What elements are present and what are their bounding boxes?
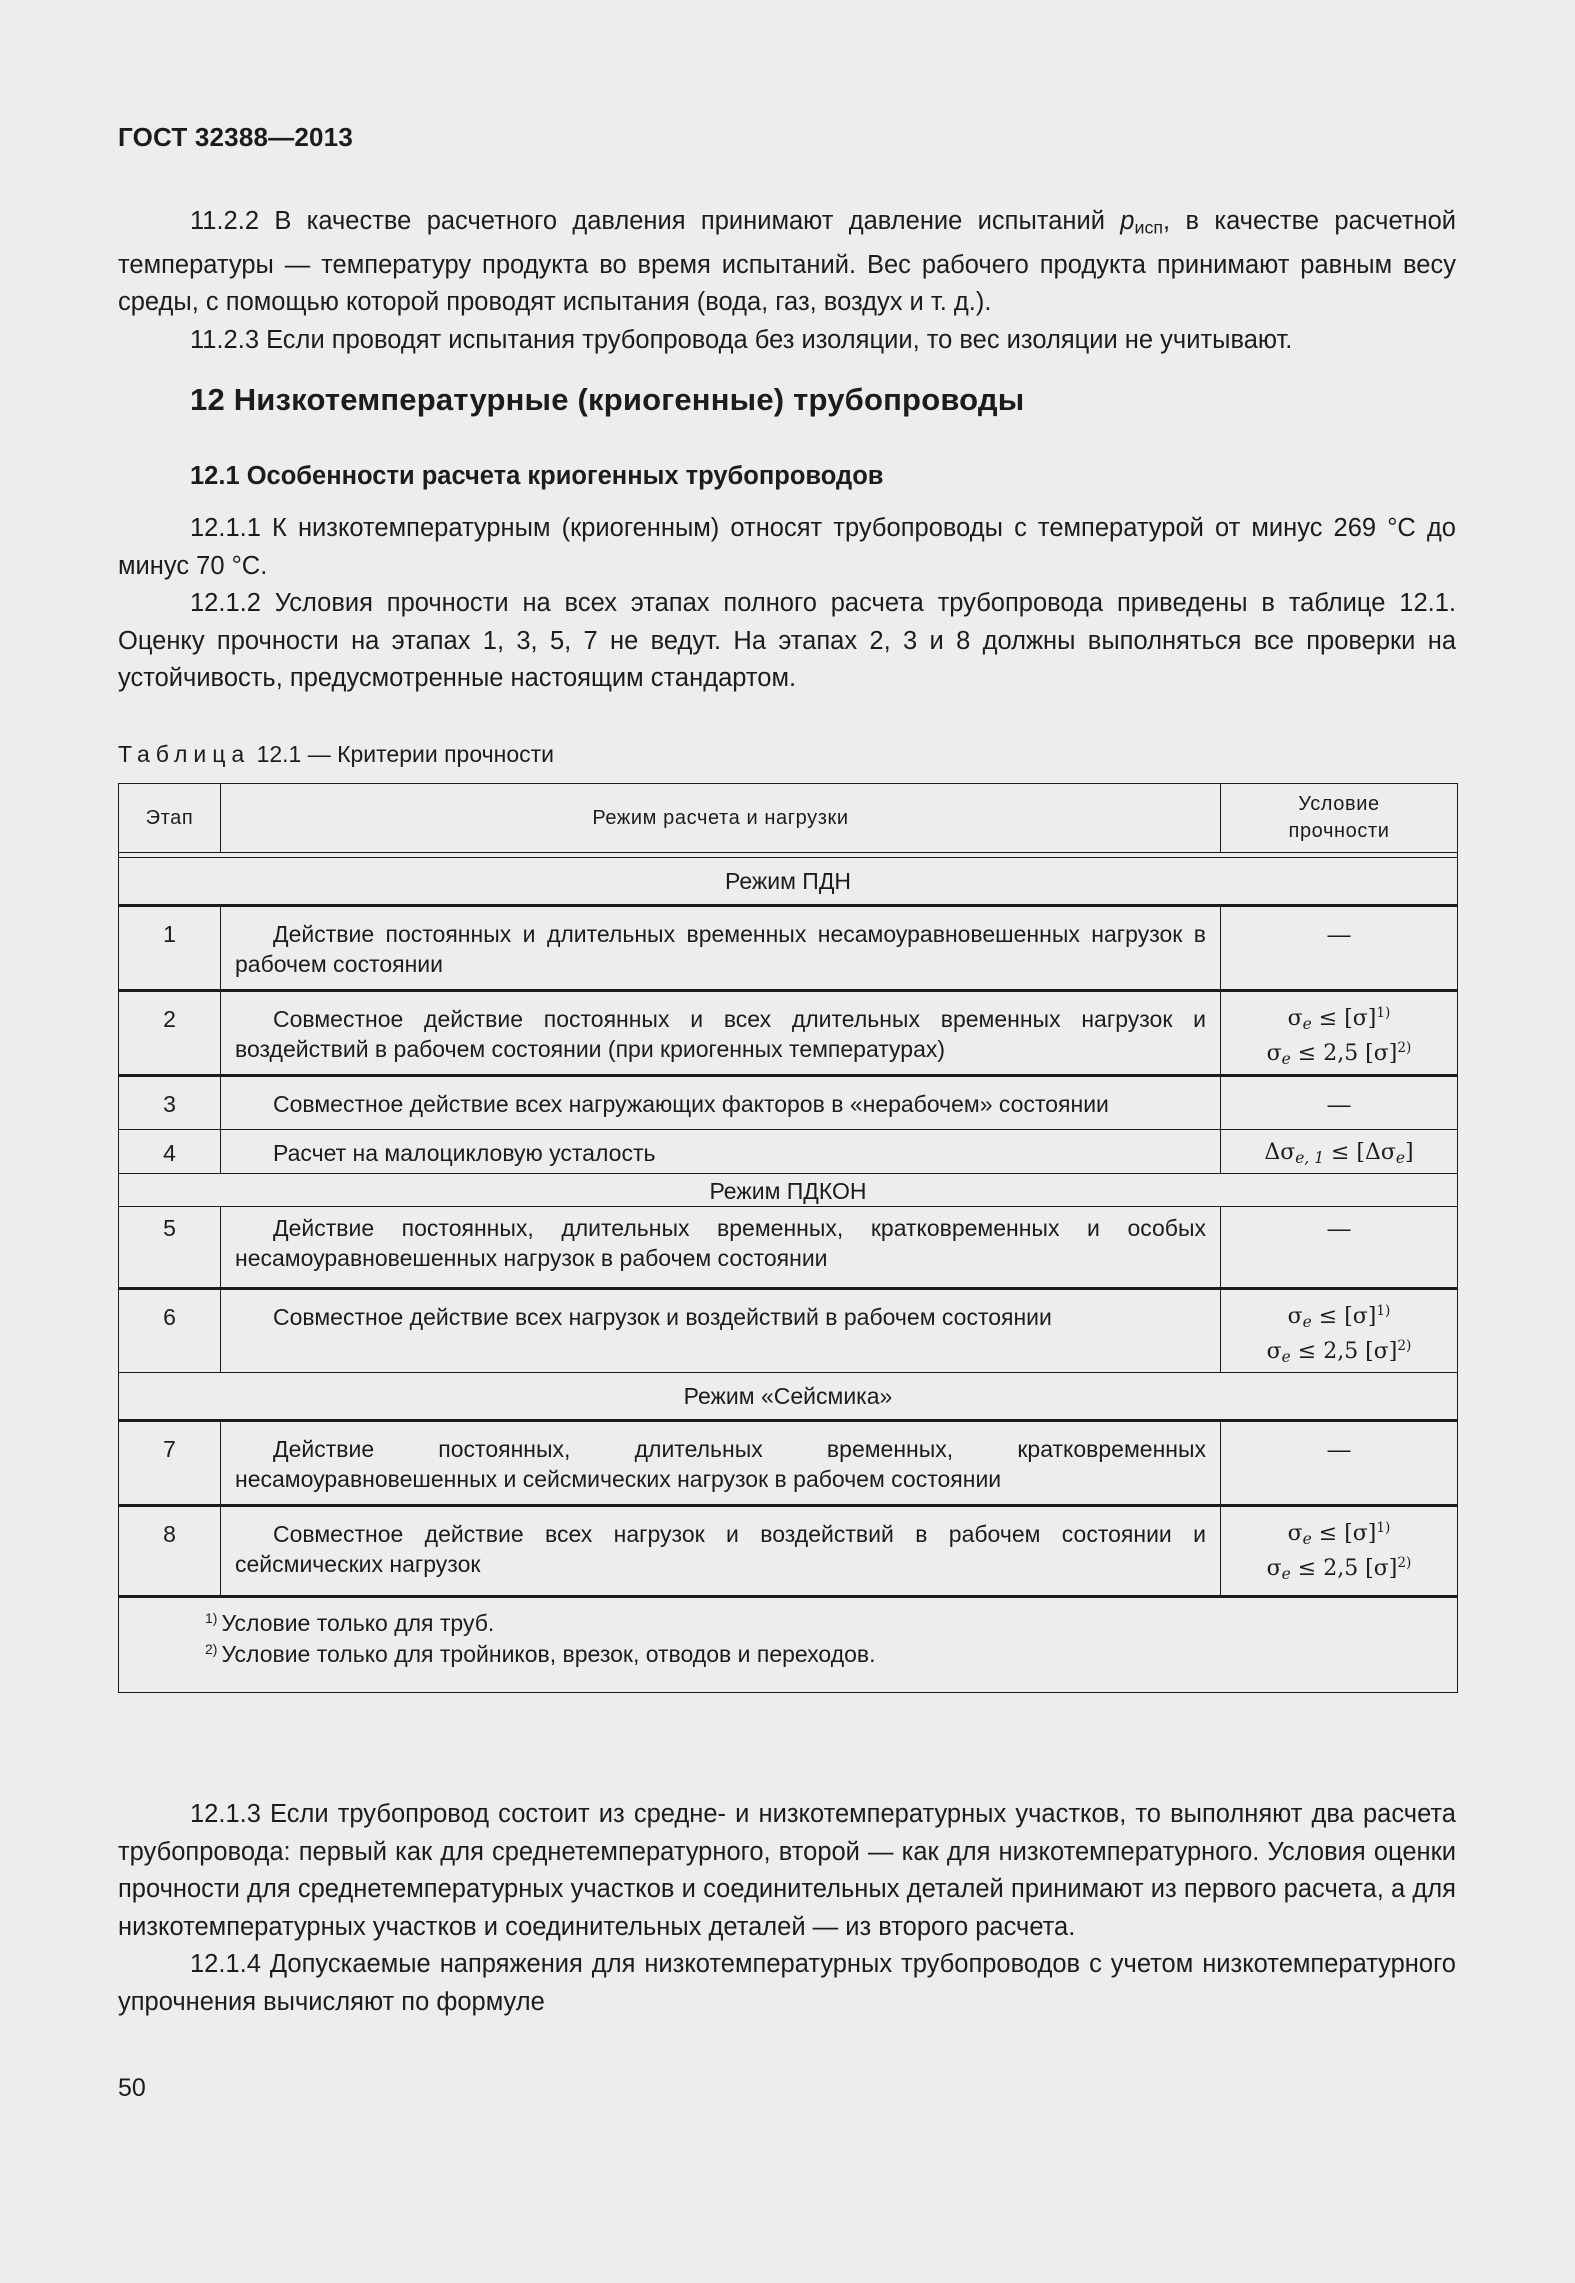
section-text xyxy=(118,510,1456,698)
strength-criteria-table xyxy=(118,783,1458,1693)
page-number: 50 xyxy=(118,2074,146,2102)
header-condition: Условие прочности xyxy=(1221,784,1458,853)
condition-formula: $\sigma_e \le [\sigma]^{1)}$ $\sigma_e \le 2,5$ $[\sigma]^{2)}$ xyxy=(1221,1288,1458,1372)
condition-formula: $\sigma_e \le [\sigma]^{1)}$ $\sigma_e \le 2,5$ $[\sigma]^{2)}$ xyxy=(1221,991,1458,1076)
after-table-text xyxy=(118,1796,1456,2021)
table-header-row xyxy=(119,784,1458,853)
section-title: 12 Низкотемпературные (криогенные) трубопроводы xyxy=(190,382,1025,417)
table-row: 6 Совместное действие всех нагрузок и воздействий в рабочем состоянии $\sigma_e \le [\sigma]^{1)}$ $\sigma_e \le 2,5$ $[\sigma]^{2)}$ xyxy=(119,1288,1458,1372)
table-row: 8 Совместное действие всех нагрузок и воздействий в рабочем состоянии и сейсмических нагрузок $\sigma_e \le [\sigma]^{1)}$ $\sigma_e \le 2,5$ $[\sigma]^{2)}$ xyxy=(119,1505,1458,1596)
mode-row-pdn: Режим ПДН xyxy=(119,858,1458,906)
table-footnotes-row xyxy=(119,1596,1458,1692)
header-stage: Этап xyxy=(119,784,221,853)
subsection-title: 12.1 Особенности расчета криогенных трубопроводов xyxy=(190,462,884,490)
intro-text xyxy=(118,203,1456,359)
paragraph-12-1-3: 12.1.3 Если трубопровод состоит из средне- и низкотемпературных участков, то выполняют два расчета трубопровода: первый как для среднетемпературного, второй — как для низкотемпературного. Условия оценки прочности для среднетемпературных участков и соединительных деталей принимают из первого расчета, а для низкотемпературных участков и соединительных деталей — из второго расчета. xyxy=(118,1800,1456,1941)
table-row: 7 Действие постоянных, длительных временных, кратковременных несамоуравновешенных и сейсмических нагрузок в рабочем состоянии — xyxy=(119,1420,1458,1505)
paragraph-12-1-1: 12.1.1 К низкотемпературным (криогенным) относят трубопроводы с температурой от минус 269 °С до минус 70 °С. xyxy=(118,514,1456,580)
footnote: $^{2)}$ Условие только для тройников, врезок, отводов и переходов. xyxy=(205,1640,876,1667)
mode-row-seismic: Режим «Сейсмика» xyxy=(119,1372,1458,1420)
table-row: 2 Совместное действие постоянных и всех длительных временных нагрузок и воздействий в рабочем состоянии (при криогенных температурах) $\sigma_e \le [\sigma]^{1)}$ $\sigma_e \le 2,5$ $[\sigma]^{2)}$ xyxy=(119,991,1458,1076)
table-row: 1 Действие постоянных и длительных временных несамоуравновешенных нагрузок в рабочем состоянии — xyxy=(119,906,1458,991)
paragraph-11-2-3: 11.2.3 Если проводят испытания трубопровода без изоляции, то вес изоляции не учитывают. xyxy=(190,325,1293,354)
header-mode: Режим расчета и нагрузки xyxy=(221,784,1221,853)
table-caption: Таблица 12.1 — Критерии прочности xyxy=(118,741,554,767)
table-row: 3 Совместное действие всех нагружающих факторов в «нерабочем» состоянии — xyxy=(119,1076,1458,1130)
condition-formula: $\sigma_e \le [\sigma]^{1)}$ $\sigma_e \le 2,5$ $[\sigma]^{2)}$ xyxy=(1221,1505,1458,1596)
paragraph-11-2-2: 11.2.2 В качестве расчетного давления принимают давление испытаний $p_{исп}$, в качестве расчетной температуры — температуру продукта во время испытаний. Вес рабочего продукта принимают равным весу среды, с помощью которой проводят испытания (вода, газ, воздух и т. д.). xyxy=(118,207,1456,317)
document-header: ГОСТ 32388—2013 xyxy=(118,122,353,152)
table-row: 5 Действие постоянных, длительных временных, кратковременных и особых несамоуравновешенных нагрузок в рабочем состоянии — xyxy=(119,1206,1458,1288)
condition-formula: $\Delta\sigma_{e, 1} \le [\Delta\sigma_e]$ xyxy=(1221,1130,1458,1174)
mode-row-pdkon: Режим ПДКОН xyxy=(119,1173,1458,1206)
paragraph-12-1-4: 12.1.4 Допускаемые напряжения для низкотемпературных трубопроводов с учетом низкотемпературного упрочнения вычисляют по формуле xyxy=(118,1950,1456,2016)
footnote: $^{1)}$ Условие только для труб. xyxy=(205,1609,495,1636)
paragraph-12-1-2: 12.1.2 Условия прочности на всех этапах полного расчета трубопровода приведены в таблице 12.1. Оценку прочности на этапах 1, 3, 5, 7 не ведут. На этапах 2, 3 и 8 должны выполняться все проверки на устойчивость, предусмотренные настоящим стандартом. xyxy=(118,589,1456,692)
table-row: 4 Расчет на малоцикловую усталость $\Delta\sigma_{e, 1} \le [\Delta\sigma_e]$ xyxy=(119,1130,1458,1174)
